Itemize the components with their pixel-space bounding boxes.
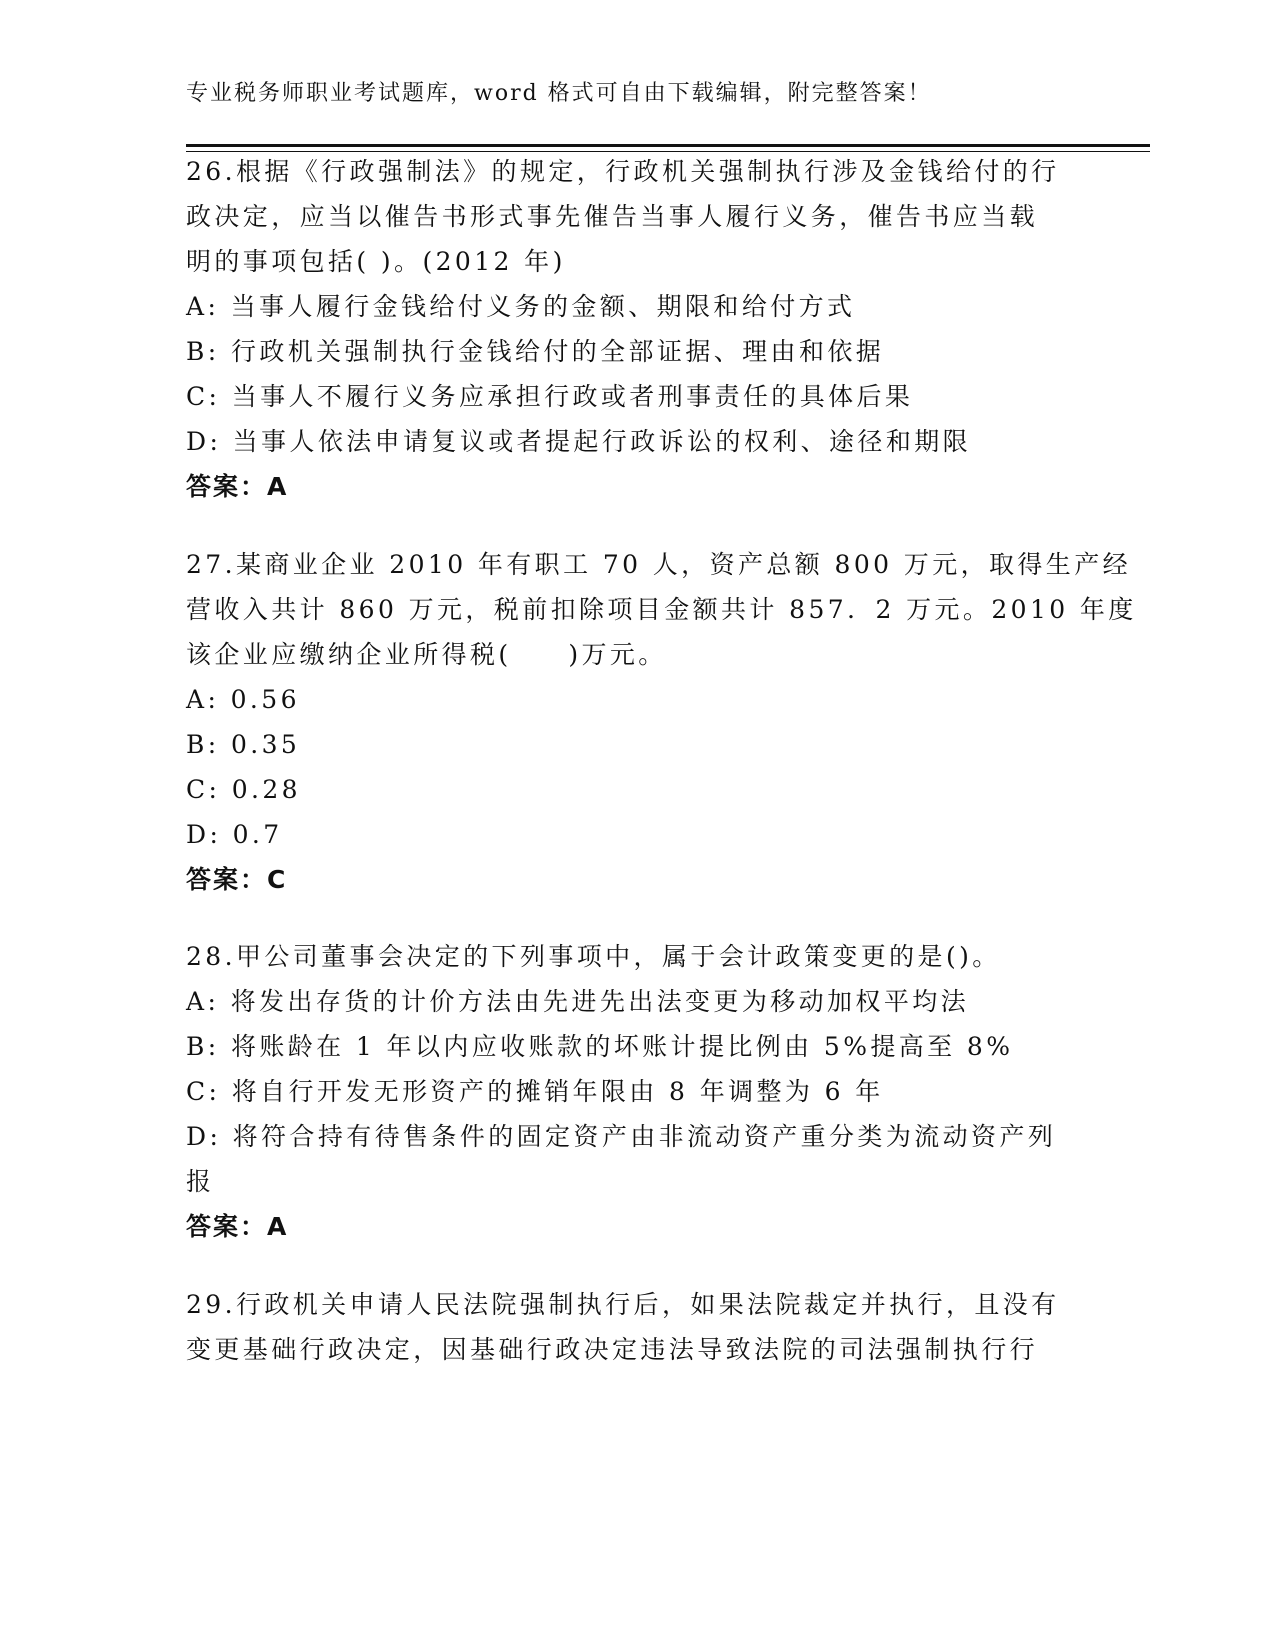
option-d: D: 将符合持有待售条件的固定资产由非流动资产重分类为流动资产列: [186, 1122, 1057, 1151]
option-a: A: 0.56: [186, 685, 300, 714]
option-d: D: 0.7: [186, 820, 283, 849]
option-d: D: 当事人依法申请复议或者提起行政诉讼的权利、途径和期限: [186, 427, 972, 456]
question-text-line: 变更基础行政决定，因基础行政决定违法导致法院的司法强制执行行: [186, 1335, 1039, 1364]
option-c: C: 0.28: [186, 775, 301, 804]
answer-label: 答案：A: [186, 472, 289, 501]
question-27: [186, 542, 1137, 902]
question-29: [186, 1282, 1086, 1372]
question-text-line: 27.某商业企业 2010 年有职工 70 人，资产总额 800 万元，取得生产经: [186, 550, 1131, 579]
question-text-line: 26.根据《行政强制法》的规定，行政机关强制执行涉及金钱给付的行: [186, 157, 1060, 186]
question-text-line: 政决定，应当以催告书形式事先催告当事人履行义务，催告书应当载: [186, 202, 1039, 231]
option-b: B: 将账龄在 1 年以内应收账款的坏账计提比例由 5%提高至 8%: [186, 1032, 1014, 1061]
question-text-line: 营收入共计 860 万元，税前扣除项目金额共计 857．2 万元。2010 年度: [186, 595, 1137, 624]
question-text-line: 28.甲公司董事会决定的下列事项中，属于会计政策变更的是()。: [186, 942, 1001, 971]
question-26: [186, 149, 1086, 509]
option-b: B: 行政机关强制执行金钱给付的全部证据、理由和依据: [186, 337, 885, 366]
question-text-line: 该企业应缴纳企业所得税( )万元。: [186, 640, 667, 669]
option-a: A: 将发出存货的计价方法由先进先出法变更为移动加权平均法: [186, 987, 970, 1016]
option-a: A: 当事人履行金钱给付义务的金额、期限和给付方式: [186, 292, 856, 321]
question-28: [186, 934, 1086, 1249]
header-note: 专业税务师职业考试题库，word 格式可自由下载编辑，附完整答案！: [186, 81, 932, 106]
option-c: C: 将自行开发无形资产的摊销年限由 8 年调整为 6 年: [186, 1077, 884, 1106]
answer-label: 答案：A: [186, 1212, 289, 1241]
question-text-line: 明的事项包括( )。(2012 年): [186, 247, 566, 276]
option-c: C: 当事人不履行义务应承担行政或者刑事责任的具体后果: [186, 382, 914, 411]
option-b: B: 0.35: [186, 730, 301, 759]
header-rule-thick: [186, 144, 1150, 147]
answer-label: 答案：C: [186, 865, 288, 894]
option-d-continuation: 报: [186, 1167, 215, 1196]
question-text-line: 29.行政机关申请人民法院强制执行后，如果法院裁定并执行，且没有: [186, 1290, 1060, 1319]
